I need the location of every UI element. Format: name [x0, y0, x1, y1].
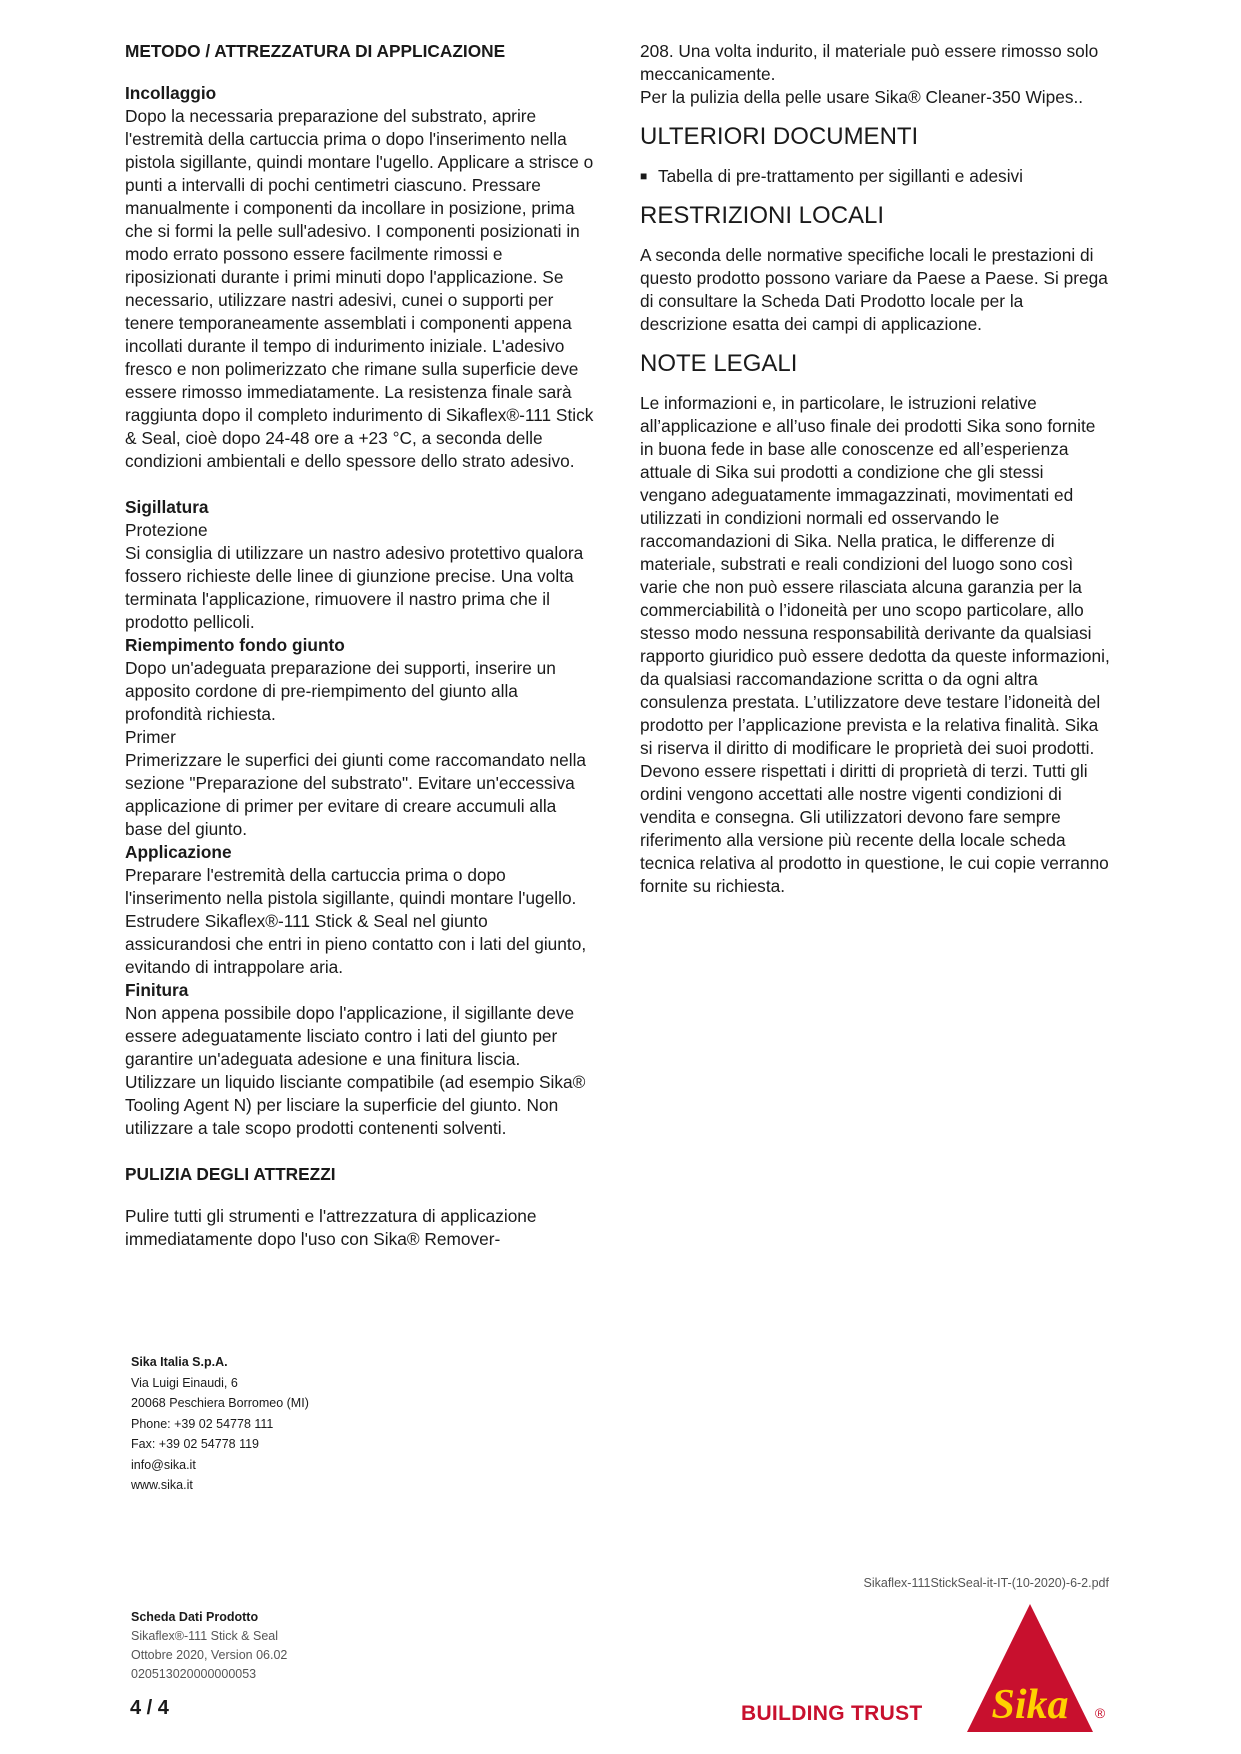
company-name: Sika Italia S.p.A.: [131, 1355, 228, 1369]
incollaggio-text: Dopo la necessaria preparazione del substrato, aprire l'estremità della cartuccia prima o dopo l'inserimento nella pistola sigillante, quindi montare l'ugello. Applicare a strisce o punti a intervalli di pochi centimetri ciascuno. Pressare manualmente i componenti da incollare in posizione, prima che si formi la pelle sull'adesivo. I componenti posizionati in modo errato possono essere facilmente rimossi e riposizionati durante i primi minuti dopo l'applicazione. Se necessario, utilizzare nastri adesivi, cunei o supporti per tenere temporaneamente assemblati i componenti appena incollati durante il tempo di indurimento iniziale. L'adesivo fresco e non polimerizzato che rimane sulla superficie deve essere rimosso immediatamente. La resistenza finale sarà raggiunta dopo il completo indurimento di Sikaflex®-111 Stick & Seal, cioè dopo 24-48 ore a +23 °C, a seconda delle condizioni ambientali e dello spessore dello strato adesivo.: [125, 106, 594, 471]
primer-text: Primerizzare le superfici dei giunti come raccomandato nella sezione "Preparazione del substrato". Evitare un'eccessiva applicazione di primer per evitare di creare accumuli alla base del giunto.: [125, 750, 587, 839]
company-address: [131, 1352, 309, 1496]
company-phone: Phone: +39 02 54778 111: [131, 1416, 274, 1431]
applicazione-text: Preparare l'estremità della cartuccia prima o dopo l'inserimento nella pistola sigillante, quindi montare l'ugello. Estrudere Sikaflex®-111 Stick & Seal nel giunto assicurandosi che entri in pieno contatto con i lati del giunto, evitando di intrappolare aria.: [125, 865, 587, 977]
logo-text: Sika: [991, 1682, 1069, 1728]
pulizia-continued: 208. Una volta indurito, il materiale può essere rimosso solo meccanicamente.: [640, 41, 1099, 84]
bullet-icon: ■: [640, 169, 648, 183]
pulizia-title: PULIZIA DEGLI ATTREZZI: [125, 1164, 336, 1184]
left-column: [125, 40, 595, 1251]
right-column: [640, 40, 1110, 898]
company-web: www.sika.it: [131, 1478, 193, 1492]
note-title: NOTE LEGALI: [640, 350, 798, 377]
section-title: METODO / ATTREZZATURA DI APPLICAZIONE: [125, 41, 506, 61]
company-email: info@sika.it: [131, 1457, 196, 1472]
protezione-label: Protezione: [125, 520, 208, 540]
company-street: Via Luigi Einaudi, 6: [131, 1375, 238, 1390]
ulteriori-item-text: Tabella di pre-trattamento per sigillanti e adesivi: [658, 166, 1024, 186]
sika-logo: [965, 1600, 1115, 1740]
finitura-title: Finitura: [125, 980, 189, 1000]
page-number: 4 / 4: [130, 1697, 169, 1719]
finitura-text: Non appena possibile dopo l'applicazione, il sigillante deve essere adeguatamente lisciato contro i lati del giunto per garantire un'adeguata adesione e una finitura liscia. Utilizzare un liquido lisciante compatibile (ad esempio Sika® Tooling Agent N) per lisciare la superficie del giunto. Non utilizzare a tale scopo prodotti contenenti solventi.: [125, 1003, 586, 1138]
company-city: 20068 Peschiera Borromeo (MI): [131, 1396, 309, 1410]
logo-registered: ®: [1094, 1705, 1106, 1721]
note-text: Le informazioni e, in particolare, le istruzioni relative all’applicazione e all’uso finale dei prodotti Sika sono fornite in buona fede in base alle conoscenze ed all’esperienza attuale di Sika sui prodotti a condizione che gli stessi vengano adeguatamente immagazzinati, movimentati ed utilizzati in condizioni normali ed osservando le raccomandazioni di Sika. Nella pratica, le differenze di materiale, substrati e reali condizioni del luogo sono così varie che non può essere rilasciata alcuna garanzia per la commerciabilità o l’idoneità per uno scopo particolare, allo stesso modo nessuna responsabilità derivante da qualsiasi rapporto giuridico può essere dedotta da queste informazioni, da qualsiasi raccomandazione scritta o da ogni altra consulenza prestata. L’utilizzatore deve testare l’idoneità del prodotto per l’applicazione prevista e la relativa finalità. Sika si riserva il diritto di modificare le proprietà dei suoi prodotti. Devono essere rispettati i diritti di proprietà di terzi. Tutti gli ordini vengono accettati alle nostre vigenti condizioni di vendita e consegna. Gli utilizzatori devono fare sempre riferimento alla versione più recente della locale scheda tecnica relativa al prodotto in questione, le cui copie verranno fornite su richiesta.: [640, 393, 1110, 896]
protezione-text: Si consiglia di utilizzare un nastro adesivo protettivo qualora fossero richieste delle linee di giunzione precise. Una volta terminata l'applicazione, rimuovere il nastro prima che il prodotto pellicoli.: [125, 543, 584, 632]
doc-type: Scheda Dati Prodotto: [131, 1610, 259, 1624]
sigillatura-title: Sigillatura: [125, 497, 209, 517]
pdf-filename: Sikaflex-111StickSeal-it-IT-(10-2020)-6-2.pdf: [863, 1576, 1109, 1590]
doc-version: Ottobre 2020, Version 06.02: [131, 1648, 288, 1662]
ulteriori-title: ULTERIORI DOCUMENTI: [640, 123, 919, 150]
pulizia-pelle: Per la pulizia della pelle usare Sika® Cleaner-350 Wipes..: [640, 87, 1084, 107]
primer-label: Primer: [125, 727, 176, 747]
company-fax: Fax: +39 02 54778 119: [131, 1437, 259, 1451]
product-name: Sikaflex®-111 Stick & Seal: [131, 1629, 279, 1643]
restrizioni-title: RESTRIZIONI LOCALI: [640, 202, 885, 229]
riempimento-title: Riempimento fondo giunto: [125, 635, 345, 655]
riempimento-text: Dopo un'adeguata preparazione dei supporti, inserire un apposito cordone di pre-riempimento del giunto alla profondità richiesta.: [125, 658, 556, 724]
pulizia-text: Pulire tutti gli strumenti e l'attrezzatura di applicazione immediatamente dopo l'uso con Sika® Remover-: [125, 1206, 537, 1249]
doc-code: 020513020000000053: [131, 1667, 257, 1681]
restrizioni-text: A seconda delle normative specifiche locali le prestazioni di questo prodotto possono variare da Paese a Paese. Si prega di consultare la Scheda Dati Prodotto locale per la descrizione esatta dei campi di applicazione.: [640, 245, 1108, 334]
incollaggio-title: Incollaggio: [125, 83, 217, 103]
building-trust-slogan: BUILDING TRUST: [741, 1702, 923, 1725]
ulteriori-item: [640, 165, 1110, 188]
document-info: [131, 1608, 287, 1684]
applicazione-title: Applicazione: [125, 842, 232, 862]
